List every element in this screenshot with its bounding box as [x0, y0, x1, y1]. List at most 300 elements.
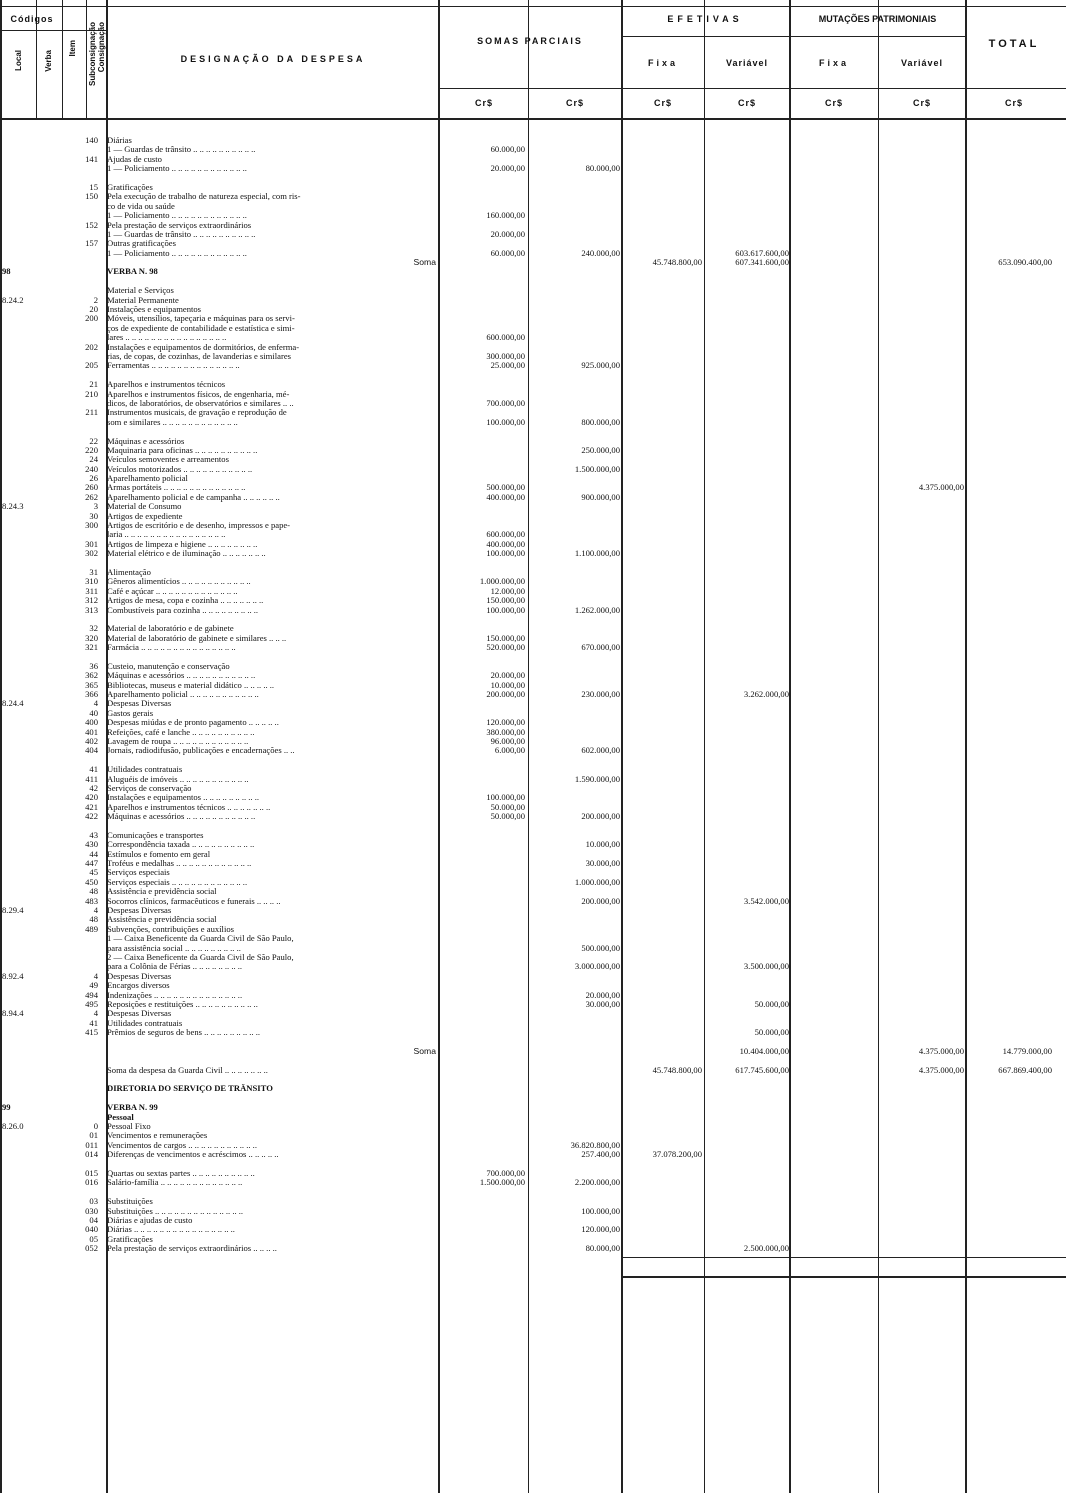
- cell-designacao: Serviços especiais .. .. .. .. .. .. .. .. .. .. .. ..: [107, 877, 248, 887]
- cell-soma-parcial-1: 100.000,00: [486, 604, 525, 615]
- cell-efetivas-variavel: 10.404.000,00: [739, 1045, 789, 1056]
- table-row: [0, 174, 1066, 183]
- table-row: [0, 530, 1066, 539]
- rule-header-bottom: [0, 118, 1066, 120]
- soma-label: Soma: [413, 257, 436, 268]
- table-row: [0, 868, 1066, 877]
- cell-code-local: 8.24.2: [2, 294, 24, 305]
- cell-designacao: para assistência social .. .. .. .. .. .. .. .. ..: [107, 943, 241, 953]
- table-row: [0, 962, 1066, 971]
- cell-designacao: Máquinas e acessórios: [107, 436, 185, 446]
- cell-code-item: 04: [89, 1214, 98, 1225]
- table-row: [0, 465, 1066, 474]
- table-row: [0, 333, 1066, 342]
- table-row: [0, 371, 1066, 380]
- table-row: [0, 277, 1066, 286]
- cell-code-item: 45: [89, 867, 98, 878]
- cell-soma-parcial-2: 800.000,00: [581, 416, 620, 427]
- table-row: [0, 380, 1066, 389]
- cell-designacao: Material elétrico e de iluminação .. .. .. .. .. .. ..: [107, 549, 266, 559]
- cell-code-item: 421: [85, 801, 98, 812]
- cell-code-item: 49: [89, 980, 98, 991]
- cell-designacao: Pessoal: [107, 1112, 134, 1122]
- cell-designacao: Substituições: [107, 1197, 153, 1207]
- cell-soma-parcial-1: 500.000,00: [486, 482, 525, 493]
- table-row: [0, 812, 1066, 821]
- table-row: [0, 1169, 1066, 1178]
- cell-code-item: 36: [89, 660, 98, 671]
- cell-designacao: Farmácia .. .. .. .. .. .. .. .. .. .. .. .. .. .. ..: [107, 643, 236, 653]
- header-subconsignacao: Subconsignação: [88, 22, 97, 87]
- cell-code-local: 8.24.4: [2, 698, 24, 709]
- cell-designacao: Aparelhamento policial: [107, 474, 188, 484]
- cell-code-item: 447: [85, 858, 98, 869]
- cell-code-item: 20: [89, 304, 98, 315]
- cell-soma-parcial-1: 400.000,00: [486, 538, 525, 549]
- cell-mutacoes-variavel: 4.375.000,00: [918, 1045, 964, 1056]
- cell-code-item: 052: [85, 1243, 98, 1254]
- rule-grand-total: [621, 1276, 1066, 1278]
- cell-code-item: 202: [85, 341, 98, 352]
- cell-designacao: laria .. .. .. .. .. .. .. .. .. .. .. .. .. .. .. ..: [107, 530, 226, 540]
- cell-code-item: 030: [85, 1205, 98, 1216]
- table-row: [0, 549, 1066, 558]
- table-row: [0, 324, 1066, 333]
- cell-soma-parcial-1: 100.000,00: [486, 416, 525, 427]
- cell-code-item: 05: [89, 1233, 98, 1244]
- cell-designacao: Encargos diversos: [107, 981, 170, 991]
- table-row: [0, 1216, 1066, 1225]
- cell-designacao: Aparelhos e instrumentos técnicos .. .. .. .. .. .. ..: [107, 802, 271, 812]
- table-row: [0, 746, 1066, 755]
- table-row: [0, 1000, 1066, 1009]
- cell-code-item: 4: [93, 905, 98, 916]
- table-row: [0, 615, 1066, 624]
- cell-code-item: 140: [85, 135, 98, 145]
- header-currency-s2: Cr$: [565, 98, 584, 108]
- cell-soma-parcial-2: 2.200.000,00: [574, 1177, 620, 1188]
- cell-designacao: Aparelhos e instrumentos físicos, de engenharia, mé-: [107, 389, 290, 399]
- cell-code-item: 320: [85, 632, 98, 643]
- cell-code-item: 157: [85, 238, 98, 249]
- cell-designacao: Instalações e equipamentos: [107, 305, 202, 315]
- table-row: [0, 136, 1066, 145]
- cell-code-item: 420: [85, 792, 98, 803]
- cell-soma-parcial-1: 50.000,00: [490, 801, 525, 812]
- cell-soma-parcial-1: 20.000,00: [490, 670, 525, 681]
- cell-code-item: 430: [85, 839, 98, 850]
- table-row: [0, 859, 1066, 868]
- cell-code-item: 011: [85, 1139, 98, 1150]
- cell-designacao: Gêneros alimentícios .. .. .. .. .. .. .. .. .. .. ..: [107, 577, 251, 587]
- cell-soma-parcial-1: 400.000,00: [486, 491, 525, 502]
- table-row: [0, 897, 1066, 906]
- table-row: [0, 925, 1066, 934]
- table-row: [0, 145, 1066, 154]
- cell-code-item: 015: [85, 1167, 98, 1178]
- cell-designacao: Artigos de escritório e de desenho, impressos e pape-: [107, 521, 291, 531]
- cell-code-item: 40: [89, 707, 98, 718]
- cell-designacao: Despesas miúdas e de pronto pagamento .. .. .. .. ..: [107, 718, 279, 728]
- cell-designacao: Veículos motorizados .. .. .. .. .. .. .. .. .. .. ..: [107, 464, 253, 474]
- table-row: [0, 568, 1066, 577]
- rule-verba: [62, 0, 63, 118]
- cell-code-item: 24: [89, 454, 98, 465]
- cell-soma-parcial-2: 500.000,00: [581, 942, 620, 953]
- cell-code-item: 415: [85, 1027, 98, 1038]
- cell-designacao: ços de expediente de contabilidade e estatística e simi-: [107, 323, 295, 333]
- cell-code-item: 362: [85, 670, 98, 681]
- cell-designacao: VERBA N. 99: [107, 1103, 158, 1113]
- table-row: [0, 1197, 1066, 1206]
- cell-total: 667.869.400,00: [998, 1064, 1052, 1075]
- table-row: [0, 1084, 1066, 1093]
- cell-code-item: 4: [93, 970, 98, 981]
- table-row: [0, 1207, 1066, 1216]
- cell-mutacoes-variavel: 4.375.000,00: [918, 482, 964, 493]
- cell-designacao: Ferramentas .. .. .. .. .. .. .. .. .. .. .. .. .. ..: [107, 361, 240, 371]
- cell-designacao: 2 — Caixa Beneficente da Guarda Civil de São Paulo,: [107, 952, 294, 962]
- cell-efetivas-variavel: 617.745.600,00: [735, 1064, 789, 1075]
- table-row: [0, 249, 1066, 258]
- table-row: [0, 1075, 1066, 1084]
- cell-designacao: dicos, de laboratórios, de observatórios e similares .. ..: [107, 398, 294, 408]
- table-row: [0, 850, 1066, 859]
- table-row: [0, 343, 1066, 352]
- cell-designacao: Pessoal Fixo: [107, 1122, 151, 1132]
- cell-designacao: Artigos de mesa, copa e cozinha .. .. .. .. .. .. ..: [107, 596, 264, 606]
- cell-designacao: Aparelhamento policial .. .. .. .. .. .. .. .. .. .. ..: [107, 690, 259, 700]
- soma-label: Soma: [413, 1045, 436, 1056]
- cell-code-item: 483: [85, 895, 98, 906]
- cell-designacao: Assistência e previdência social: [107, 915, 217, 925]
- cell-soma-parcial-2: 20.000,00: [585, 989, 620, 1000]
- cell-designacao: Pela prestação de serviços extraordinários .. .. .. ..: [107, 1244, 277, 1254]
- header-currency-s1: Cr$: [474, 98, 493, 108]
- cell-soma-parcial-1: 120.000,00: [486, 717, 525, 728]
- table-row: [0, 822, 1066, 831]
- cell-designacao: Material de laboratório de gabinete e similares .. .. ..: [107, 633, 287, 643]
- table-row: [0, 521, 1066, 530]
- cell-designacao: Material e Serviços: [107, 286, 174, 296]
- header-consignacao: Consignação: [97, 22, 106, 73]
- cell-designacao: Bibliotecas, museus e material didático .. .. .. .. ..: [107, 680, 275, 690]
- table-row: [0, 427, 1066, 436]
- cell-designacao: Comunicações e transportes: [107, 830, 204, 840]
- cell-designacao: Aparelhamento policial e de campanha .. .. .. .. .. ..: [107, 492, 280, 502]
- header-currency-mv: Cr$: [912, 98, 931, 108]
- table-row: [0, 587, 1066, 596]
- table-row: [0, 840, 1066, 849]
- table-row: [0, 1178, 1066, 1187]
- cell-designacao: Reposições e restituições .. .. .. .. .. .. .. .. .. ..: [107, 999, 258, 1009]
- table-row: [0, 474, 1066, 483]
- cell-designacao: Artigos de limpeza e higiene .. .. .. .. .. .. .. ..: [107, 539, 258, 549]
- cell-designacao: Salário-família .. .. .. .. .. .. .. .. .. .. .. .. ..: [107, 1178, 243, 1188]
- cell-efetivas-fixa: 45.748.800,00: [652, 1064, 702, 1075]
- cell-designacao: Troféus e medalhas .. .. .. .. .. .. .. .. .. .. .. ..: [107, 859, 252, 869]
- cell-designacao: Utilidades contratuais: [107, 1018, 183, 1028]
- cell-designacao: Custeio, manutenção e conservação: [107, 661, 230, 671]
- table-row: [0, 906, 1066, 915]
- budget-table-body: [0, 136, 1066, 1253]
- cell-designacao: Prêmios de seguros de bens .. .. .. .. .. .. .. .. ..: [107, 1028, 261, 1038]
- cell-code-item: 210: [85, 388, 98, 399]
- cell-code-item: 3: [93, 501, 98, 512]
- cell-designacao: Ajudas de custo: [107, 154, 162, 164]
- header-currency-total: Cr$: [1004, 98, 1023, 108]
- cell-soma-parcial-2: 257.400,00: [581, 1149, 620, 1160]
- cell-code-item: 404: [85, 745, 98, 756]
- table-row: [0, 1113, 1066, 1122]
- cell-mutacoes-variavel: 4.375.000,00: [918, 1064, 964, 1075]
- cell-soma-parcial-2: 200.000,00: [581, 811, 620, 822]
- cell-code-item: 300: [85, 520, 98, 531]
- cell-designacao: Diárias: [107, 136, 132, 145]
- cell-soma-parcial-2: 1.590.000,00: [574, 773, 620, 784]
- cell-designacao: Material de Consumo: [107, 502, 182, 512]
- table-row: [0, 540, 1066, 549]
- cell-designacao: som e similares .. .. .. .. .. .. .. .. .. .. .. ..: [107, 417, 238, 427]
- cell-designacao: Serviços especiais: [107, 868, 170, 878]
- cell-soma-parcial-2: 1.262.000,00: [574, 604, 620, 615]
- cell-code-item: 489: [85, 923, 98, 934]
- cell-soma-parcial-2: 36.820.800,00: [570, 1139, 620, 1150]
- cell-designacao: Material de laboratório e de gabinete: [107, 624, 234, 634]
- cell-soma-parcial-1: 150.000,00: [486, 632, 525, 643]
- table-row: [0, 1244, 1066, 1253]
- cell-soma-parcial-1: 100.000,00: [486, 548, 525, 559]
- cell-code-item: 220: [85, 444, 98, 455]
- table-row: [0, 314, 1066, 323]
- table-row: [0, 267, 1066, 276]
- cell-soma-parcial-1: 200.000,00: [486, 689, 525, 700]
- cell-code-item: 302: [85, 548, 98, 559]
- header-currency-ef: Cr$: [653, 98, 672, 108]
- header-mutacoes: MUTAÇÕES PATRIMONIAIS: [818, 14, 937, 24]
- cell-code-item: 401: [85, 726, 98, 737]
- cell-code-item: 312: [85, 595, 98, 606]
- cell-soma-parcial-2: 1.500.000,00: [574, 463, 620, 474]
- cell-designacao: Gastos gerais: [107, 708, 154, 718]
- table-row: [0, 1225, 1066, 1234]
- cell-total: 14.779.000,00: [1002, 1045, 1052, 1056]
- cell-code-item: 4: [93, 1008, 98, 1019]
- cell-code-local: 8.26.0: [2, 1121, 24, 1132]
- table-row: [0, 1103, 1066, 1112]
- cell-soma-parcial-2: 3.000.000,00: [574, 961, 620, 972]
- table-row: [0, 418, 1066, 427]
- table-row: [0, 1009, 1066, 1018]
- cell-soma-parcial-1: 700.000,00: [486, 397, 525, 408]
- cell-soma-parcial-1: 50.000,00: [490, 811, 525, 822]
- cell-code-item: 411: [85, 773, 98, 784]
- cell-designacao: Alimentação: [107, 567, 151, 577]
- header-currency-mf: Cr$: [824, 98, 843, 108]
- cell-designacao: 1 — Policiamento .. .. .. .. .. .. .. .. .. .. .. ..: [107, 248, 247, 258]
- table-row: [0, 512, 1066, 521]
- cell-designacao: Subvenções, contribuições e auxílios: [107, 924, 234, 934]
- cell-designacao: Diferenças de vencimentos e acréscimos .. .. .. .. ..: [107, 1150, 279, 1160]
- cell-soma-parcial-1: 6.000,00: [494, 745, 525, 756]
- cell-code-item: 152: [85, 219, 98, 230]
- cell-designacao: Diárias .. .. .. .. .. .. .. .. .. .. .. .. .. .. .. ..: [107, 1225, 235, 1235]
- cell-code-item: 44: [89, 848, 98, 859]
- cell-soma-parcial-2: 230.000,00: [581, 689, 620, 700]
- cell-code-item: 366: [85, 689, 98, 700]
- cell-code-item: 41: [89, 764, 98, 775]
- cell-designacao: Jornais, radiodifusão, publicações e encadernações .. ..: [107, 746, 295, 756]
- cell-soma-parcial-2: 602.000,00: [581, 745, 620, 756]
- header-codigos: Códigos: [10, 14, 54, 24]
- cell-code-item: 313: [85, 604, 98, 615]
- table-row: [0, 775, 1066, 784]
- cell-soma-parcial-1: 96.000,00: [490, 736, 525, 746]
- cell-code-item: 30: [89, 510, 98, 521]
- cell-soma-parcial-1: 600.000,00: [486, 529, 525, 540]
- header-mutacoes-variavel: Variável: [900, 58, 944, 68]
- table-row: [0, 944, 1066, 953]
- cell-efetivas-variavel: 3.262.000,00: [743, 689, 789, 700]
- header-verba: Verba: [44, 50, 53, 72]
- cell-code-item: 321: [85, 642, 98, 653]
- table-row: [0, 662, 1066, 671]
- cell-code-item: 040: [85, 1224, 98, 1235]
- cell-code-item: 262: [85, 491, 98, 502]
- table-row: [0, 239, 1066, 248]
- table-row: [0, 1066, 1066, 1075]
- cell-designacao: Correspondência taxada .. .. .. .. .. .. .. .. .. ..: [107, 840, 255, 850]
- cell-efetivas-variavel: 603.617.600,00: [735, 247, 789, 258]
- table-row: [0, 1235, 1066, 1244]
- cell-designacao: 1 — Policiamento .. .. .. .. .. .. .. .. .. .. .. ..: [107, 211, 247, 221]
- cell-designacao: Máquinas e acessórios .. .. .. .. .. .. .. .. .. .. ..: [107, 812, 256, 822]
- cell-code-local: 8.94.4: [2, 1008, 24, 1019]
- cell-code-item: 0: [93, 1121, 98, 1132]
- cell-code-item: 240: [85, 463, 98, 474]
- cell-designacao: Despesas Diversas: [107, 971, 172, 981]
- cell-code-item: 422: [85, 811, 98, 822]
- cell-code-item: 4: [93, 698, 98, 709]
- table-row: [0, 155, 1066, 164]
- cell-efetivas-variavel: 607.341.600,00: [735, 257, 789, 268]
- cell-code-local: 98: [2, 266, 11, 277]
- cell-soma-parcial-2: 30.000,00: [585, 858, 620, 869]
- table-row: [0, 1047, 1066, 1056]
- table-row: [0, 502, 1066, 511]
- cell-designacao: Serviços de conservação: [107, 783, 192, 793]
- header-somas-parciais: SOMAS PARCIAIS: [477, 36, 583, 46]
- rule-efetivas-split: [621, 36, 965, 37]
- cell-soma-parcial-1: 1.500.000,00: [479, 1177, 525, 1188]
- table-row: [0, 559, 1066, 568]
- cell-soma-parcial-1: 700.000,00: [486, 1167, 525, 1178]
- cell-designacao: Pela prestação de serviços extraordinários: [107, 220, 252, 230]
- cell-code-item: 21: [89, 379, 98, 390]
- cell-designacao: lares .. .. .. .. .. .. .. .. .. .. .. .. .. .. .. ..: [107, 333, 227, 343]
- table-row: [0, 286, 1066, 295]
- table-row: [0, 765, 1066, 774]
- header-local: Local: [14, 50, 23, 71]
- table-row: [0, 183, 1066, 192]
- cell-soma-parcial-1: 10.000,00: [490, 679, 525, 690]
- cell-soma-parcial-1: 60.000,00: [490, 247, 525, 258]
- cell-designacao: Indenizações .. .. .. .. .. .. .. .. .. .. .. .. .. ..: [107, 990, 243, 1000]
- cell-code-item: 32: [89, 623, 98, 634]
- cell-designacao: Armas portáteis .. .. .. .. .. .. .. .. .. .. .. .. ..: [107, 483, 246, 493]
- table-row: [0, 390, 1066, 399]
- table-row: [0, 1188, 1066, 1197]
- cell-soma-parcial-1: 20.000,00: [490, 228, 525, 239]
- cell-soma-parcial-2: 900.000,00: [581, 491, 620, 502]
- cell-soma-parcial-1: 60.000,00: [490, 144, 525, 155]
- cell-designacao: Outras gratificações: [107, 239, 176, 249]
- rule-currency: [438, 88, 1066, 89]
- cell-code-item: 141: [85, 153, 98, 164]
- cell-designacao: Combustíveis para cozinha .. .. .. .. .. .. .. .. ..: [107, 605, 259, 615]
- cell-soma-parcial-2: 120.000,00: [581, 1224, 620, 1235]
- cell-designacao: Utilidades contratuais: [107, 765, 183, 775]
- cell-designacao: Gratificações: [107, 182, 153, 192]
- cell-code-item: 26: [89, 473, 98, 484]
- header-mutacoes-fixa: Fixa: [818, 58, 849, 68]
- cell-code-item: 450: [85, 876, 98, 887]
- cell-soma-parcial-1: 300.000,00: [486, 350, 525, 361]
- table-row: [0, 258, 1066, 267]
- table-row: [0, 296, 1066, 305]
- table-row: [0, 446, 1066, 455]
- cell-efetivas-variavel: 2.500.000,00: [743, 1243, 789, 1254]
- cell-soma-parcial-2: 1.000.000,00: [574, 876, 620, 887]
- cell-code-item: 495: [85, 998, 98, 1009]
- table-row: [0, 211, 1066, 220]
- header-efetivas: EFETIVAS: [667, 14, 743, 24]
- cell-soma-parcial-1: 150.000,00: [486, 595, 525, 606]
- cell-code-item: 01: [89, 1130, 98, 1141]
- header-item: Item: [68, 40, 77, 57]
- cell-designacao: Substituições .. .. .. .. .. .. .. .. .. .. .. .. .. ..: [107, 1206, 244, 1216]
- table-row: [0, 455, 1066, 464]
- table-row: [0, 887, 1066, 896]
- cell-code-item: 31: [89, 566, 98, 577]
- cell-soma-parcial-1: 100.000,00: [486, 792, 525, 803]
- cell-designacao: Instrumentos musicais, de gravação e reprodução de: [107, 408, 287, 418]
- cell-code-item: 310: [85, 576, 98, 587]
- cell-code-item: 260: [85, 482, 98, 493]
- cell-designacao: Instalações e equipamentos de dormitórios, de enferma-: [107, 342, 300, 352]
- table-row: [0, 1094, 1066, 1103]
- cell-designacao: Assistência e previdência social: [107, 887, 217, 897]
- cell-code-item: 2: [93, 294, 98, 305]
- cell-designacao: Aparelhos e instrumentos técnicos: [107, 380, 226, 390]
- table-row: [0, 1038, 1066, 1047]
- table-row: [0, 831, 1066, 840]
- cell-designacao: Vencimentos e remunerações: [107, 1131, 208, 1141]
- cell-designacao: Pela execução de trabalho de natureza especial, com ris-: [107, 192, 301, 202]
- cell-designacao: Vencimentos de cargos .. .. .. .. .. .. .. .. .. .. ..: [107, 1140, 257, 1150]
- cell-designacao: rias, de copas, de cozinhas, de lavanderias e similares: [107, 351, 291, 361]
- table-row: [0, 1122, 1066, 1131]
- header-efetivas-variavel: Variável: [725, 58, 769, 68]
- cell-code-item: 150: [85, 191, 98, 202]
- cell-designacao: Maquinaria para oficinas .. .. .. .. .. .. .. .. .. ..: [107, 445, 258, 455]
- cell-code-item: 15: [89, 181, 98, 192]
- cell-efetivas-variavel: 50.000,00: [754, 1027, 789, 1038]
- cell-code-item: 41: [89, 1017, 98, 1028]
- cell-designacao: 1 — Guardas de trânsito .. .. .. .. .. .. .. .. .. ..: [107, 145, 256, 155]
- cell-total: 653.090.400,00: [998, 257, 1052, 268]
- cell-soma-parcial-1: 25.000,00: [490, 360, 525, 371]
